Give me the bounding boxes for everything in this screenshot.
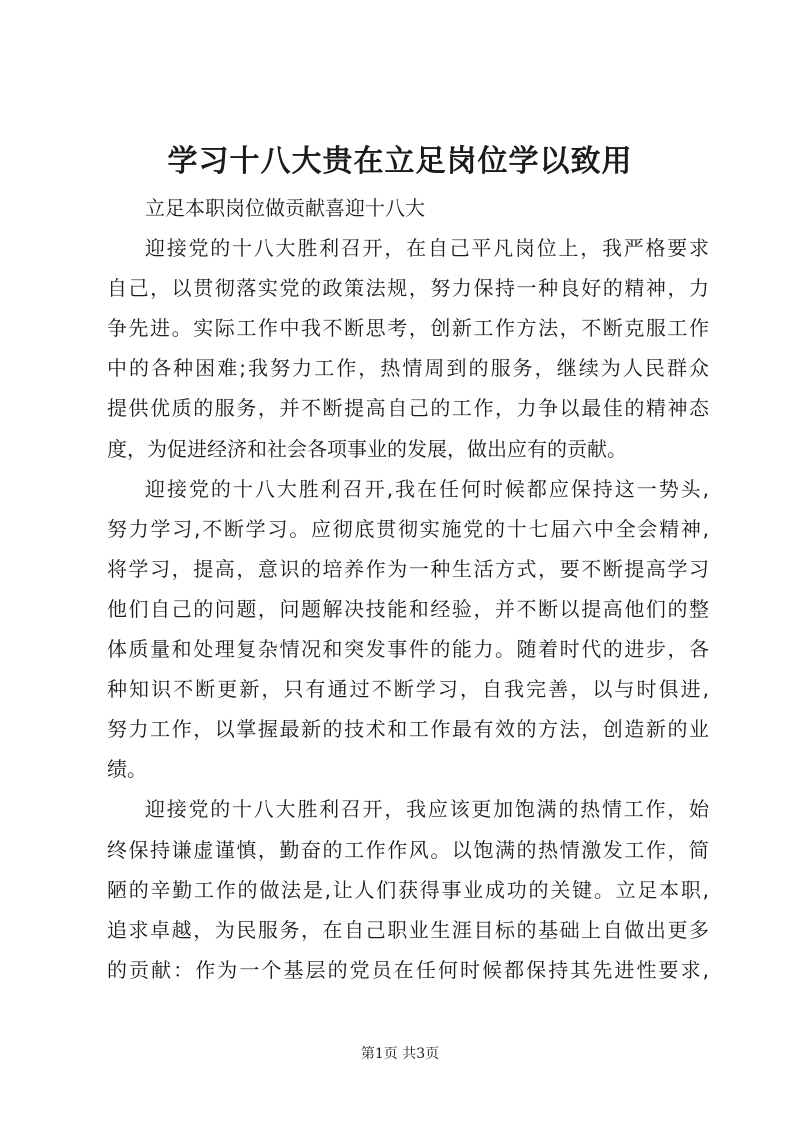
text-line: 追求卓越，为民服务，在自己职业生涯目标的基础上自做出更多 bbox=[107, 917, 709, 942]
text-line: 自己，以贯彻落实党的政策法规，努力保持一种良好的精神，力 bbox=[107, 276, 709, 301]
text-line: 体质量和处理复杂情况和突发事件的能力。随着时代的进步，各 bbox=[107, 637, 709, 662]
text-line: 的贡献：作为一个基层的党员在任何时候都保持其先进性要求, bbox=[107, 957, 709, 982]
text-line: 努力工作，以掌握最新的技术和工作最有效的方法，创造新的业 bbox=[107, 717, 709, 742]
text-line: 争先进。实际工作中我不断思考，创新工作方法，不断克服工作 bbox=[107, 316, 709, 341]
page-number: 第1页 共3页 bbox=[360, 1046, 440, 1062]
text-line: 提供优质的服务，并不断提高自己的工作，力争以最佳的精神态 bbox=[107, 396, 709, 421]
text-line: 迎接党的十八大胜利召开，我应该更加饱满的热情工作，始 bbox=[145, 797, 709, 822]
text-line: 种知识不断更新，只有通过不断学习，自我完善，以与时俱进, bbox=[107, 677, 709, 702]
paragraph-1 bbox=[107, 228, 709, 469]
text-line: 绩。 bbox=[107, 757, 147, 782]
text-line: 度，为促进经济和社会各项事业的发展，做出应有的贡献。 bbox=[107, 436, 627, 461]
text-line: 陋的辛勤工作的做法是,让人们获得事业成功的关键。立足本职, bbox=[107, 877, 709, 902]
text-line: 迎接党的十八大胜利召开,我在任何时候都应保持这一势头, bbox=[145, 476, 709, 501]
text-line: 他们自己的问题，问题解决技能和经验，并不断以提高他们的整 bbox=[107, 596, 709, 621]
text-line: 迎接党的十八大胜利召开，在自己平凡岗位上，我严格要求 bbox=[145, 236, 709, 261]
text-line: 将学习，提高，意识的培养作为一种生活方式，要不断提高学习 bbox=[107, 556, 709, 581]
document-body bbox=[107, 188, 709, 990]
text-line: 终保持谦虚谨慎，勤奋的工作作风。以饱满的热情激发工作，简 bbox=[107, 837, 709, 862]
document-title: 学习十八大贵在立足岗位学以致用 bbox=[167, 144, 633, 179]
subtitle: 立足本职岗位做贡献喜迎十八大 bbox=[145, 196, 425, 220]
text-line: 中的各种困难;我努力工作，热情周到的服务，继续为人民群众 bbox=[107, 356, 709, 381]
paragraph-2 bbox=[107, 469, 709, 790]
paragraph-3 bbox=[107, 789, 709, 989]
text-line: 努力学习,不断学习。应彻底贯彻实施党的十七届六中全会精神, bbox=[107, 516, 709, 541]
